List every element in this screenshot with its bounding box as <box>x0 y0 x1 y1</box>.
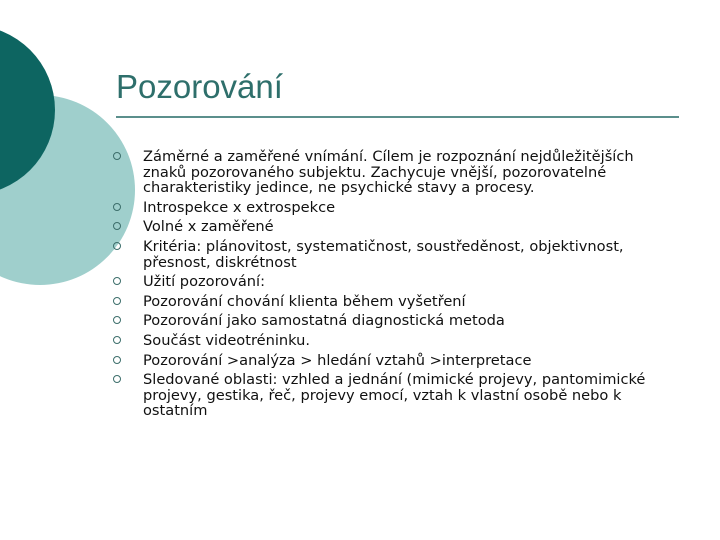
bullet-item <box>113 274 658 290</box>
bullet-item <box>113 239 658 270</box>
hollow-circle-icon <box>113 222 121 230</box>
bullet-text: Introspekce x extrospekce <box>143 198 336 216</box>
bullet-text: Pozorování chování klienta během vyšetření <box>143 292 466 310</box>
bullet-item <box>113 219 658 235</box>
hollow-circle-icon <box>113 375 121 383</box>
bullet-list <box>113 149 658 423</box>
bullet-item <box>113 372 658 419</box>
bullet-text: Záměrné a zaměřené vnímání. Cílem je rozpoznání nejdůležitějších znaků pozorovaného subjektu. Zachycuje vnější, pozorovatelné charakteristiky jedince, ne psychické stavy a procesy. <box>143 148 634 197</box>
hollow-circle-icon <box>113 316 121 324</box>
bullet-item <box>113 333 658 349</box>
hollow-circle-icon <box>113 203 121 211</box>
hollow-circle-icon <box>113 336 121 344</box>
bullet-item <box>113 149 658 196</box>
hollow-circle-icon <box>113 277 121 285</box>
title-divider <box>116 116 679 118</box>
hollow-circle-icon <box>113 297 121 305</box>
hollow-circle-icon <box>113 242 121 250</box>
bullet-text: Užití pozorování: <box>143 273 266 291</box>
bullet-text: Kritéria: plánovitost, systematičnost, soustředěnost, objektivnost, přesnost, diskrétnost <box>143 237 624 271</box>
hollow-circle-icon <box>113 356 121 364</box>
bullet-item <box>113 313 658 329</box>
bullet-item <box>113 353 658 369</box>
bullet-item <box>113 294 658 310</box>
bullet-text: Pozorování jako samostatná diagnostická metoda <box>143 312 505 330</box>
bullet-item <box>113 200 658 216</box>
bullet-text: Sledované oblasti: vzhled a jednání (mimické projevy, pantomimické projevy, gestika, řeč, projevy emocí, vztah k vlastní osobě nebo k ostatním <box>143 371 646 420</box>
bullet-text: Pozorování >analýza > hledání vztahů >interpretace <box>143 351 532 369</box>
slide-title: Pozorování <box>116 68 283 105</box>
hollow-circle-icon <box>113 152 121 160</box>
bullet-text: Součást videotréninku. <box>143 331 311 349</box>
bullet-text: Volné x zaměřené <box>143 218 274 236</box>
